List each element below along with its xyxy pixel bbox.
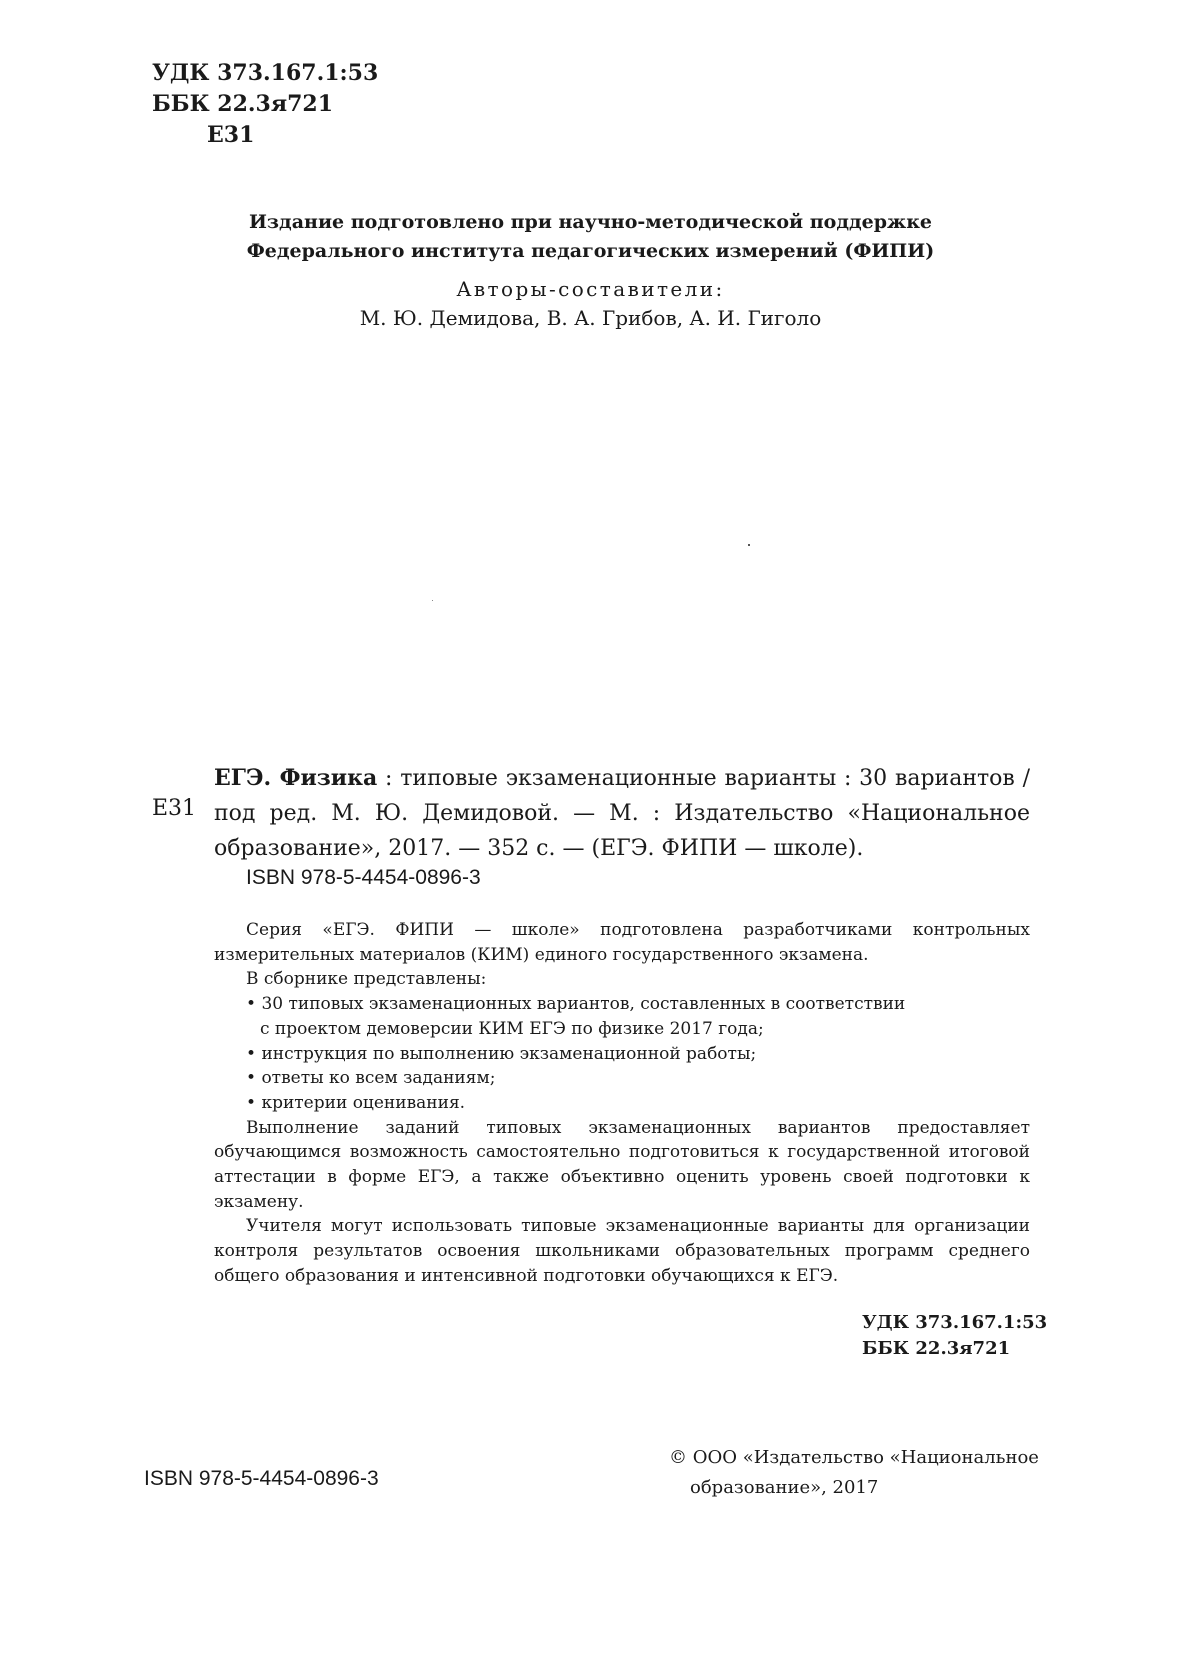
isbn-record: ISBN 978-5-4454-0896-3: [246, 866, 481, 889]
list-item: • 30 типовых экзаменационных вариантов, составленных в соответствии: [246, 994, 906, 1015]
bullet-icon: •: [246, 1092, 262, 1113]
annotation-intro: Серия «ЕГЭ. ФИПИ — школе» подготовлена разработчиками контрольных измерительных материалов (КИМ) единого государственного экзамена.: [214, 920, 1030, 965]
annotation-paragraph: Учителя могут использовать типовые экзаменационные варианты для организации контроля результатов освоения школьниками образовательных программ среднего общего образования и интенсивной подготовки обучающихся к ЕГЭ.: [214, 1216, 1030, 1286]
list-item: • инструкция по выполнению экзаменационной работы;: [246, 1043, 757, 1064]
bbk-code: ББК 22.3я721: [152, 91, 334, 117]
classification-codes: [152, 58, 378, 151]
bullet-icon: •: [246, 994, 262, 1015]
support-note: [0, 208, 1181, 266]
copyright-line1: © ООО «Издательство «Национальное: [669, 1447, 1039, 1468]
udk-code: УДК 373.167.1:53: [152, 60, 379, 86]
list-item: • критерии оценивания.: [246, 1092, 466, 1113]
authors-heading: Авторы-составители:: [456, 277, 725, 301]
udk-code: УДК 373.167.1:53: [862, 1312, 1048, 1333]
copyright-line2: образование», 2017: [690, 1477, 879, 1498]
support-note-line2: Федерального института педагогических измерений (ФИПИ): [246, 240, 935, 262]
authors-names: М. Ю. Демидова, В. А. Грибов, А. И. Гиголо: [359, 306, 822, 330]
list-item: • ответы ко всем заданиям;: [246, 1068, 496, 1089]
list-item-continuation: с проектом демоверсии КИМ ЕГЭ по физике 2017 года;: [260, 1018, 764, 1039]
bullet-icon: •: [246, 1043, 262, 1064]
print-speck: [432, 600, 433, 601]
annotation-list-heading: В сборнике представлены:: [246, 969, 487, 990]
bibliographic-record: [214, 761, 1030, 866]
annotation-paragraph: Выполнение заданий типовых экзаменационных вариантов предоставляет обучающимся возможность самостоятельно подготовиться к государственной итоговой аттестации в форме ЕГЭ, а также объективно оценить уровень своей подготовки к экзамену.: [214, 1117, 1030, 1212]
footer-classification-codes: [862, 1310, 1047, 1362]
author-mark: Е31: [207, 122, 255, 148]
copyright-notice: [669, 1443, 1039, 1503]
bibliographic-details: : типовые экзаменационные варианты : 30 вариантов / под ред. М. Ю. Демидовой. — М. : Издательство «Национальное образование», 2017. — 352 с. — (ЕГЭ. ФИПИ — школе).: [214, 766, 1030, 861]
print-speck: [748, 544, 750, 546]
bbk-code: ББК 22.3я721: [862, 1338, 1011, 1359]
isbn-footer: ISBN 978-5-4454-0896-3: [144, 1467, 379, 1490]
bullet-icon: •: [246, 1068, 262, 1089]
support-note-line1: Издание подготовлено при научно-методической поддержке: [248, 211, 933, 233]
annotation: [214, 918, 1030, 1289]
bibliographic-side-mark: Е31: [152, 796, 197, 821]
book-title: ЕГЭ. Физика: [214, 765, 378, 791]
